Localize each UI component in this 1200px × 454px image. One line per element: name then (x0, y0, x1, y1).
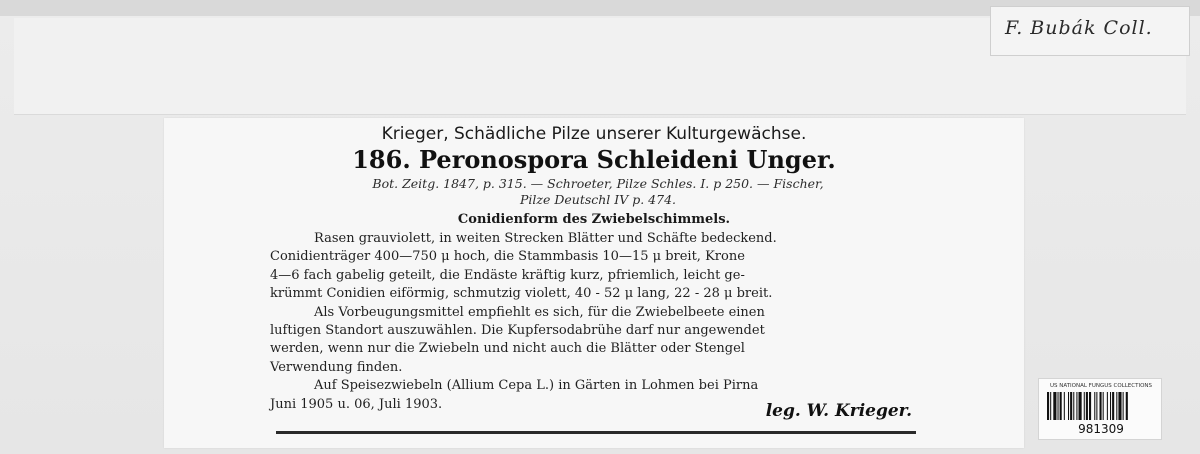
barcode-bar (1126, 392, 1128, 420)
barcode-bar (1096, 392, 1097, 420)
barcode-bar (1116, 392, 1117, 420)
barcode-label (1038, 378, 1162, 440)
handwritten-text: F. Bubák Coll. (1005, 17, 1153, 39)
section-heading: Conidienform des Zwiebelschimmels. (457, 212, 731, 227)
specimen-label (164, 118, 1024, 448)
barcode-number: 981309 (1078, 422, 1124, 436)
barcode-bar (1064, 392, 1065, 420)
description-line: krümmt Conidien eiförmig, schmutzig violett, 40 - 52 μ lang, 22 - 28 μ breit. (270, 286, 773, 302)
description-line: Als Vorbeugungsmittel empfiehlt es sich, für die Zwiebelbeete einen (314, 304, 765, 320)
description-line: Rasen grauviolett, in weiten Strecken Blätter und Schäfte bedeckend. (314, 231, 777, 246)
barcode-bar (1086, 392, 1088, 420)
barcode-bar (1123, 392, 1124, 420)
species-title: 186. Peronospora Schleideni Unger. (352, 145, 836, 174)
barcode-bar (1070, 392, 1072, 420)
barcode-bar (1107, 392, 1108, 420)
barcode-institution: US NATIONAL FUNGUS COLLECTIONS (1049, 383, 1153, 389)
barcode-bar (1118, 392, 1121, 420)
barcode-bar (1060, 392, 1062, 420)
barcode-bar (1112, 392, 1114, 420)
literature-references (278, 176, 918, 208)
barcode-bar (1094, 392, 1095, 420)
barcode-bar (1053, 392, 1056, 420)
barcode-bar (1076, 392, 1077, 420)
barcode-icon (1047, 392, 1155, 420)
barcode-bar (1089, 392, 1091, 420)
barcode-bar (1058, 392, 1059, 420)
barcode-bar (1050, 392, 1051, 420)
barcode-bar (1103, 392, 1104, 420)
description-text (270, 230, 920, 414)
collector-name: leg. W. Krieger. (765, 401, 912, 421)
description-line: 4—6 fach gabelig geteilt, die Endäste kräftig kurz, pfriemlich, leicht ge- (270, 267, 745, 283)
barcode-bar (1047, 392, 1049, 420)
date-line: Juni 1905 u. 06, Juli 1903. (270, 396, 443, 412)
barcode-bar (1100, 392, 1102, 420)
locality-line: Auf Speisezwiebeln (Allium Cepa L.) in Gärten in Lohmen bei Pirna (314, 378, 759, 394)
reference-line: Bot. Zeitg. 1847, p. 315. — Schroeter, Pilze Schles. I. p 250. — Fischer, (372, 176, 824, 191)
reference-line: Pilze Deutschl IV p. 474. (519, 192, 676, 207)
series-title: Krieger, Schädliche Pilze unserer Kulturgewächse. (381, 124, 807, 144)
handwritten-collection-note (990, 6, 1190, 56)
barcode-bar (1084, 392, 1085, 420)
description-line: werden, wenn nur die Zwiebeln und nicht auch die Blätter oder Stengel (270, 341, 745, 357)
description-line: luftigen Standort auszuwählen. Die Kupfersodabrühe darf nur angewendet (270, 323, 765, 339)
label-bottom-rule (276, 431, 916, 434)
barcode-bar (1110, 392, 1111, 420)
description-line: Verwendung finden. (270, 359, 403, 375)
barcode-bar (1073, 392, 1074, 420)
barcode-bar (1068, 392, 1069, 420)
description-line: Conidienträger 400—750 μ hoch, die Stammbasis 10—15 μ breit, Krone (270, 249, 745, 265)
barcode-bar (1079, 392, 1082, 420)
